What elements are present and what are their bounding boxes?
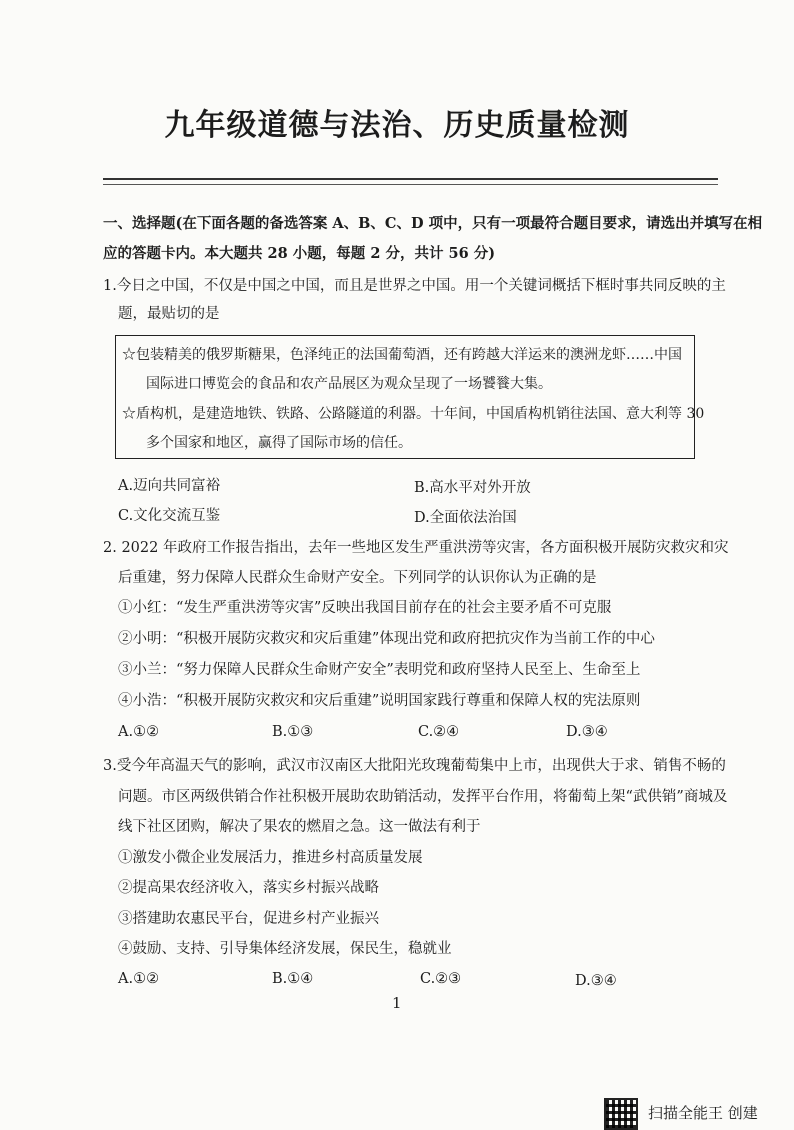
- q3-option-b: B.①④: [272, 971, 314, 987]
- watermark-text: 扫描全能王 创建: [648, 1104, 758, 1122]
- q2-stem-line2: 后重建，努力保障人民群众生命财产安全。下列同学的认识你认为正确的是: [118, 570, 597, 586]
- q3-stem-line1: 3.受今年高温天气的影响，武汉市汉南区大批阳光玫瑰葡萄集中上市，出现供大于求、销售不畅的: [103, 758, 726, 774]
- q3-option-c: C.②③: [420, 971, 462, 987]
- q2-option-b: B.①③: [272, 724, 314, 740]
- q1-option-a: A.迈向共同富裕: [118, 478, 221, 494]
- q1-option-d: D.全面依法治国: [414, 510, 517, 526]
- q1-stem-line2: 题，最贴切的是: [118, 306, 220, 322]
- q1-stem-line1: 1.今日之中国，不仅是中国之中国，而且是世界之中国。用一个关键词概括下框时事共同反映的主: [103, 278, 726, 294]
- section-instructions-line1: 一、选择题(在下面各题的备选答案 A、B、C、D 项中，只有一项最符合题目要求，请选出并填写在相: [103, 215, 763, 232]
- q1-box-line3: ☆盾构机，是建造地铁、铁路、公路隧道的利器。十年间，中国盾构机销往法国、意大利等 30: [122, 406, 705, 422]
- q1-option-b: B.高水平对外开放: [414, 480, 531, 496]
- q3-item-4: ④鼓励、支持、引导集体经济发展，保民生，稳就业: [118, 941, 452, 957]
- qr-code-icon: [604, 1098, 638, 1130]
- q2-item-2: ②小明：“积极开展防灾救灾和灾后重建”体现出党和政府把抗灾作为当前工作的中心: [118, 631, 655, 647]
- q1-box-line2: 国际进口博览会的食品和农产品展区为观众呈现了一场饕餮大集。: [146, 376, 552, 392]
- q1-news-box: [115, 335, 705, 459]
- page-title: 九年级道德与法治、历史质量检测: [164, 108, 630, 143]
- q2-option-c: C.②④: [418, 724, 460, 740]
- q2-item-3: ③小兰：“努力保障人民群众生命财产安全”表明党和政府坚持人民至上、生命至上: [118, 662, 641, 678]
- q1-option-c: C.文化交流互鉴: [118, 508, 221, 524]
- q3-item-3: ③搭建助农惠民平台，促进乡村产业振兴: [118, 911, 379, 927]
- q2-option-a: A.①②: [118, 724, 160, 740]
- q3-stem-line2: 问题。市区两级供销合作社积极开展助农助销活动，发挥平台作用，将葡萄上架“武供销”商城及: [118, 789, 728, 805]
- q3-option-a: A.①②: [118, 971, 160, 987]
- page-number: 1: [392, 994, 402, 1012]
- q1-box-line1: ☆包装精美的俄罗斯糖果，色泽纯正的法国葡萄酒，还有跨越大洋运来的澳洲龙虾……中国: [122, 347, 682, 363]
- q1-box-line4: 多个国家和地区，赢得了国际市场的信任。: [146, 435, 412, 451]
- q3-item-1: ①激发小微企业发展活力，推进乡村高质量发展: [118, 850, 423, 866]
- q3-item-2: ②提高果农经济收入，落实乡村振兴战略: [118, 880, 379, 896]
- q2-option-d: D.③④: [566, 724, 608, 740]
- section-instructions-line2: 应的答题卡内。本大题共 28 小题，每题 2 分，共计 56 分): [103, 245, 496, 262]
- q2-item-4: ④小浩：“积极开展防灾救灾和灾后重建”说明国家践行尊重和保障人权的宪法原则: [118, 693, 641, 709]
- title-divider: [103, 178, 718, 180]
- q3-stem-line3: 线下社区团购，解决了果农的燃眉之急。这一做法有利于: [118, 819, 481, 835]
- q3-option-d: D.③④: [575, 973, 617, 989]
- title-divider-thin: [103, 184, 718, 185]
- q2-item-1: ①小红：“发生严重洪涝等灾害”反映出我国目前存在的社会主要矛盾不可克服: [118, 600, 612, 616]
- q2-stem-line1: 2. 2022 年政府工作报告指出，去年一些地区发生严重洪涝等灾害，各方面积极开展防灾救灾和灾: [103, 540, 729, 556]
